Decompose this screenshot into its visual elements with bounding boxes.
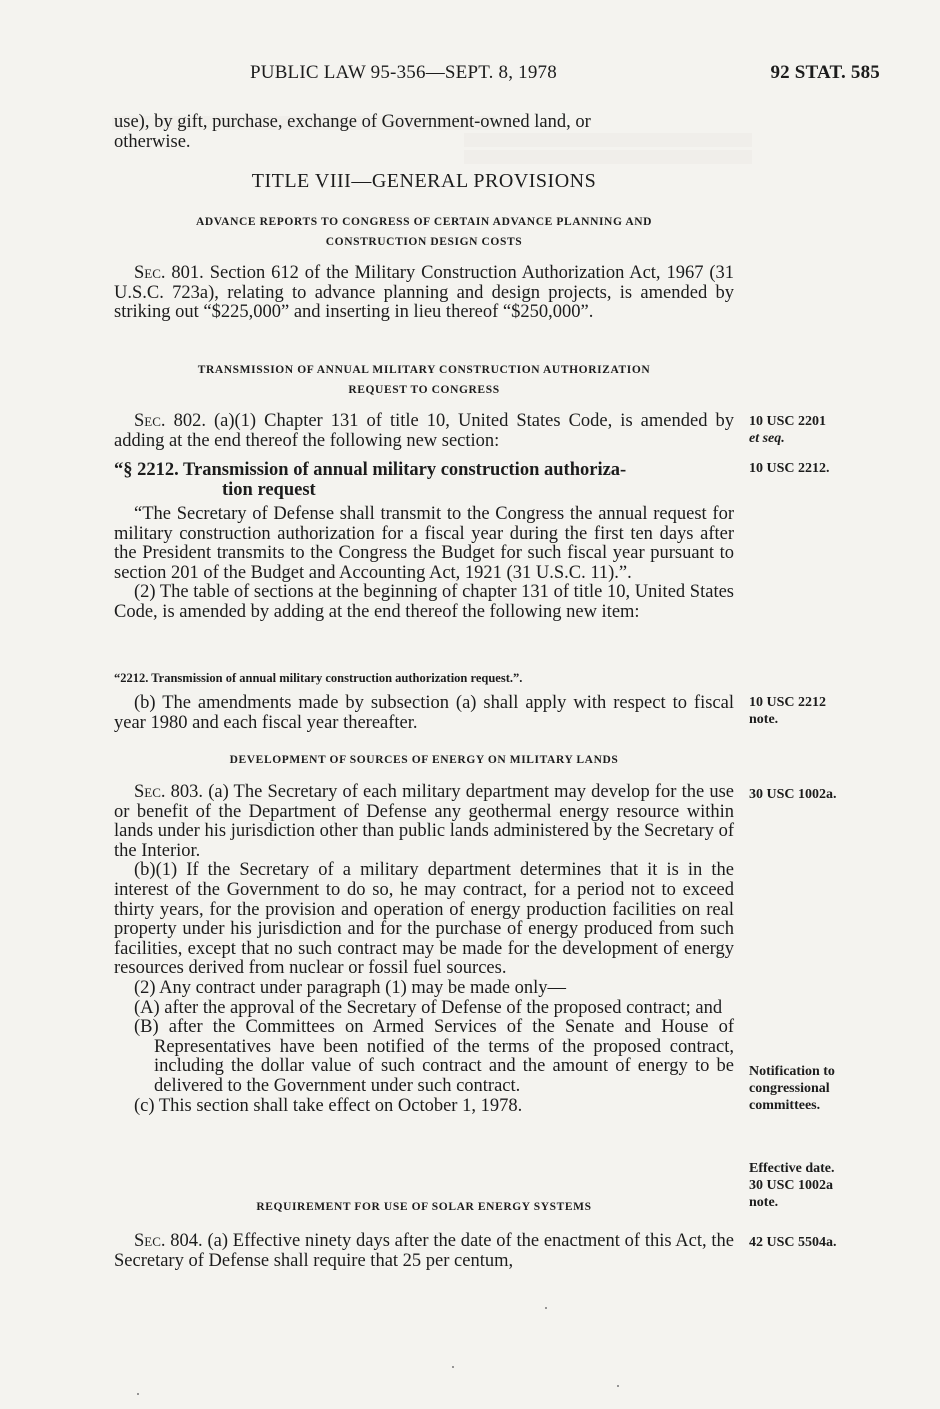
sec803-body — [114, 783, 734, 1116]
law-citation: PUBLIC LAW 95-356—SEPT. 8, 1978 — [250, 62, 557, 83]
quoted-text: “The Secretary of Defense shall transmit to the Congress the annual request for military construction authorization for a fiscal year during the first ten days after the President transmits to the Congress the Budget for such fiscal year pursuant to section 201 of the Budget and Accounting Act, 1921 (31 U.S.C. 11).”. — [114, 504, 734, 583]
new-section-title — [114, 461, 734, 500]
sec804-text: (a) Effective ninety days after the date of the enactment of this Act, the Secretary of Defense shall require that 25 per centum, — [114, 1231, 735, 1271]
sec802-b-paragraph — [114, 694, 734, 733]
sec803-B-margin-1: Notification to — [749, 1064, 835, 1079]
sec802-b-margin-2: note. — [749, 712, 779, 727]
scan-speck — [452, 1366, 454, 1368]
sec803-c-margin-3: note. — [749, 1195, 779, 1210]
sec801-caption-line-2: CONSTRUCTION DESIGN COSTS — [325, 236, 523, 248]
sec802-b-text: (b) The amendments made by subsection (a) shall apply with respect to fiscal year 1980 and each fiscal year thereafter. — [114, 693, 734, 733]
new-section-title-line-2: tion request — [222, 479, 316, 500]
sec802-a-text: (a)(1) Chapter 131 of title 10, United States Code, is amended by adding at the end thereof the following new section: — [114, 411, 734, 451]
sec804-paragraph — [114, 1232, 734, 1271]
sec803-A-text: (A) after the approval of the Secretary of Defense of the proposed contract; and — [134, 997, 723, 1018]
sec803-b1-text: (b)(1) If the Secretary of a military department determines that it is in the interest of the Government to do so, he may contract, for a period not to exceed thirty years, for the provision and operation of energy production facilities on real property under his jurisdiction and for the purchase of energy produced from such facilities, except that no such contract may be made for the development of energy resources derived from nuclear or fossil fuel sources. — [114, 860, 734, 979]
sec801-paragraph — [114, 264, 734, 323]
scan-speck — [545, 1307, 547, 1309]
sec801-label: Sec. 801. — [134, 263, 204, 283]
sec802-caption-line-2: REQUEST TO CONGRESS — [348, 384, 500, 396]
sec803-B-text: (B) after the Committees on Armed Services of the Senate and House of Representatives have been notified of the terms of the proposed contract, including the dollar value of such contract and the amount of energy to be delivered to the Government under such contract. — [134, 1017, 734, 1096]
sec803-b2-text: (2) Any contract under paragraph (1) may be made only— — [134, 977, 567, 998]
sec802-a-paragraph — [114, 412, 734, 451]
title-heading: TITLE VIII—GENERAL PROVISIONS — [251, 170, 597, 192]
sec802-margin-2: et seq. — [749, 431, 785, 446]
sec804-caption: REQUIREMENT FOR USE OF SOLAR ENERGY SYSTEMS — [256, 1201, 592, 1213]
sec803-c-margin-1: Effective date. — [749, 1161, 835, 1176]
sec801-caption — [114, 212, 734, 252]
sec802-a2-text: (2) The table of sections at the beginning of chapter 131 of title 10, United States Code, is amended by adding at the end thereof the following new item: — [114, 582, 734, 622]
sec802-caption-line-1: TRANSMISSION OF ANNUAL MILITARY CONSTRUCTION AUTHORIZATION — [197, 364, 651, 376]
sec803-a-margin-note: 30 USC 1002a. — [749, 787, 837, 802]
sec802-b-margin-1: 10 USC 2212 — [749, 695, 827, 710]
sec803-a-text: (a) The Secretary of each military department may develop for the use or benefit of the Department of Defense any geothermal energy resource within lands under his jurisdiction other than public lands administered by the Secretary of the Interior. — [114, 782, 734, 861]
sec802-label: Sec. 802. — [134, 411, 206, 431]
intro-paragraph — [114, 113, 734, 152]
sec802-caption — [114, 360, 734, 400]
scan-speck — [617, 1385, 619, 1387]
sec803-label: Sec. 803. — [134, 782, 204, 802]
sec803-caption: DEVELOPMENT OF SOURCES OF ENERGY ON MILITARY LANDS — [229, 754, 619, 766]
sec802-margin-note — [749, 413, 879, 447]
sec803-c-margin-2: 30 USC 1002a — [749, 1178, 834, 1193]
intro-line-2: otherwise. — [114, 131, 191, 152]
stat-citation: 92 STAT. 585 — [770, 62, 880, 83]
sec802-b-margin-note — [749, 694, 879, 728]
sec803-c-text: (c) This section shall take effect on October 1, 1978. — [134, 1095, 523, 1116]
quoted-section-body — [114, 505, 734, 623]
sec804-margin-note: 42 USC 5504a. — [749, 1235, 837, 1250]
sec803-B-margin-note — [749, 1063, 879, 1114]
sec802-margin-1: 10 USC 2201 — [749, 414, 827, 429]
sec803-B-margin-3: committees. — [749, 1098, 821, 1113]
sec803-c-margin-note — [749, 1160, 879, 1211]
intro-line-1: use), by gift, purchase, exchange of Government-owned land, or — [114, 112, 591, 132]
sec804-label: Sec. 804. — [134, 1231, 203, 1251]
sec801-caption-line-1: ADVANCE REPORTS TO CONGRESS OF CERTAIN ADVANCE PLANNING AND — [195, 216, 653, 228]
new-section-title-line-1: “§ 2212. Transmission of annual military construction authoriza- — [114, 460, 627, 480]
sec803-B-margin-2: congressional — [749, 1081, 830, 1096]
new-section-margin-note: 10 USC 2212. — [749, 461, 830, 476]
table-of-sections-item: “2212. Transmission of annual military construction authorization request.”. — [114, 671, 523, 685]
sec801-text: Section 612 of the Military Construction Authorization Act, 1967 (31 U.S.C. 723a), relating to advance planning and design projects, is amended by striking out “$225,000” and inserting in lieu thereof “$250,000”. — [114, 263, 735, 323]
scan-speck — [137, 1393, 139, 1395]
